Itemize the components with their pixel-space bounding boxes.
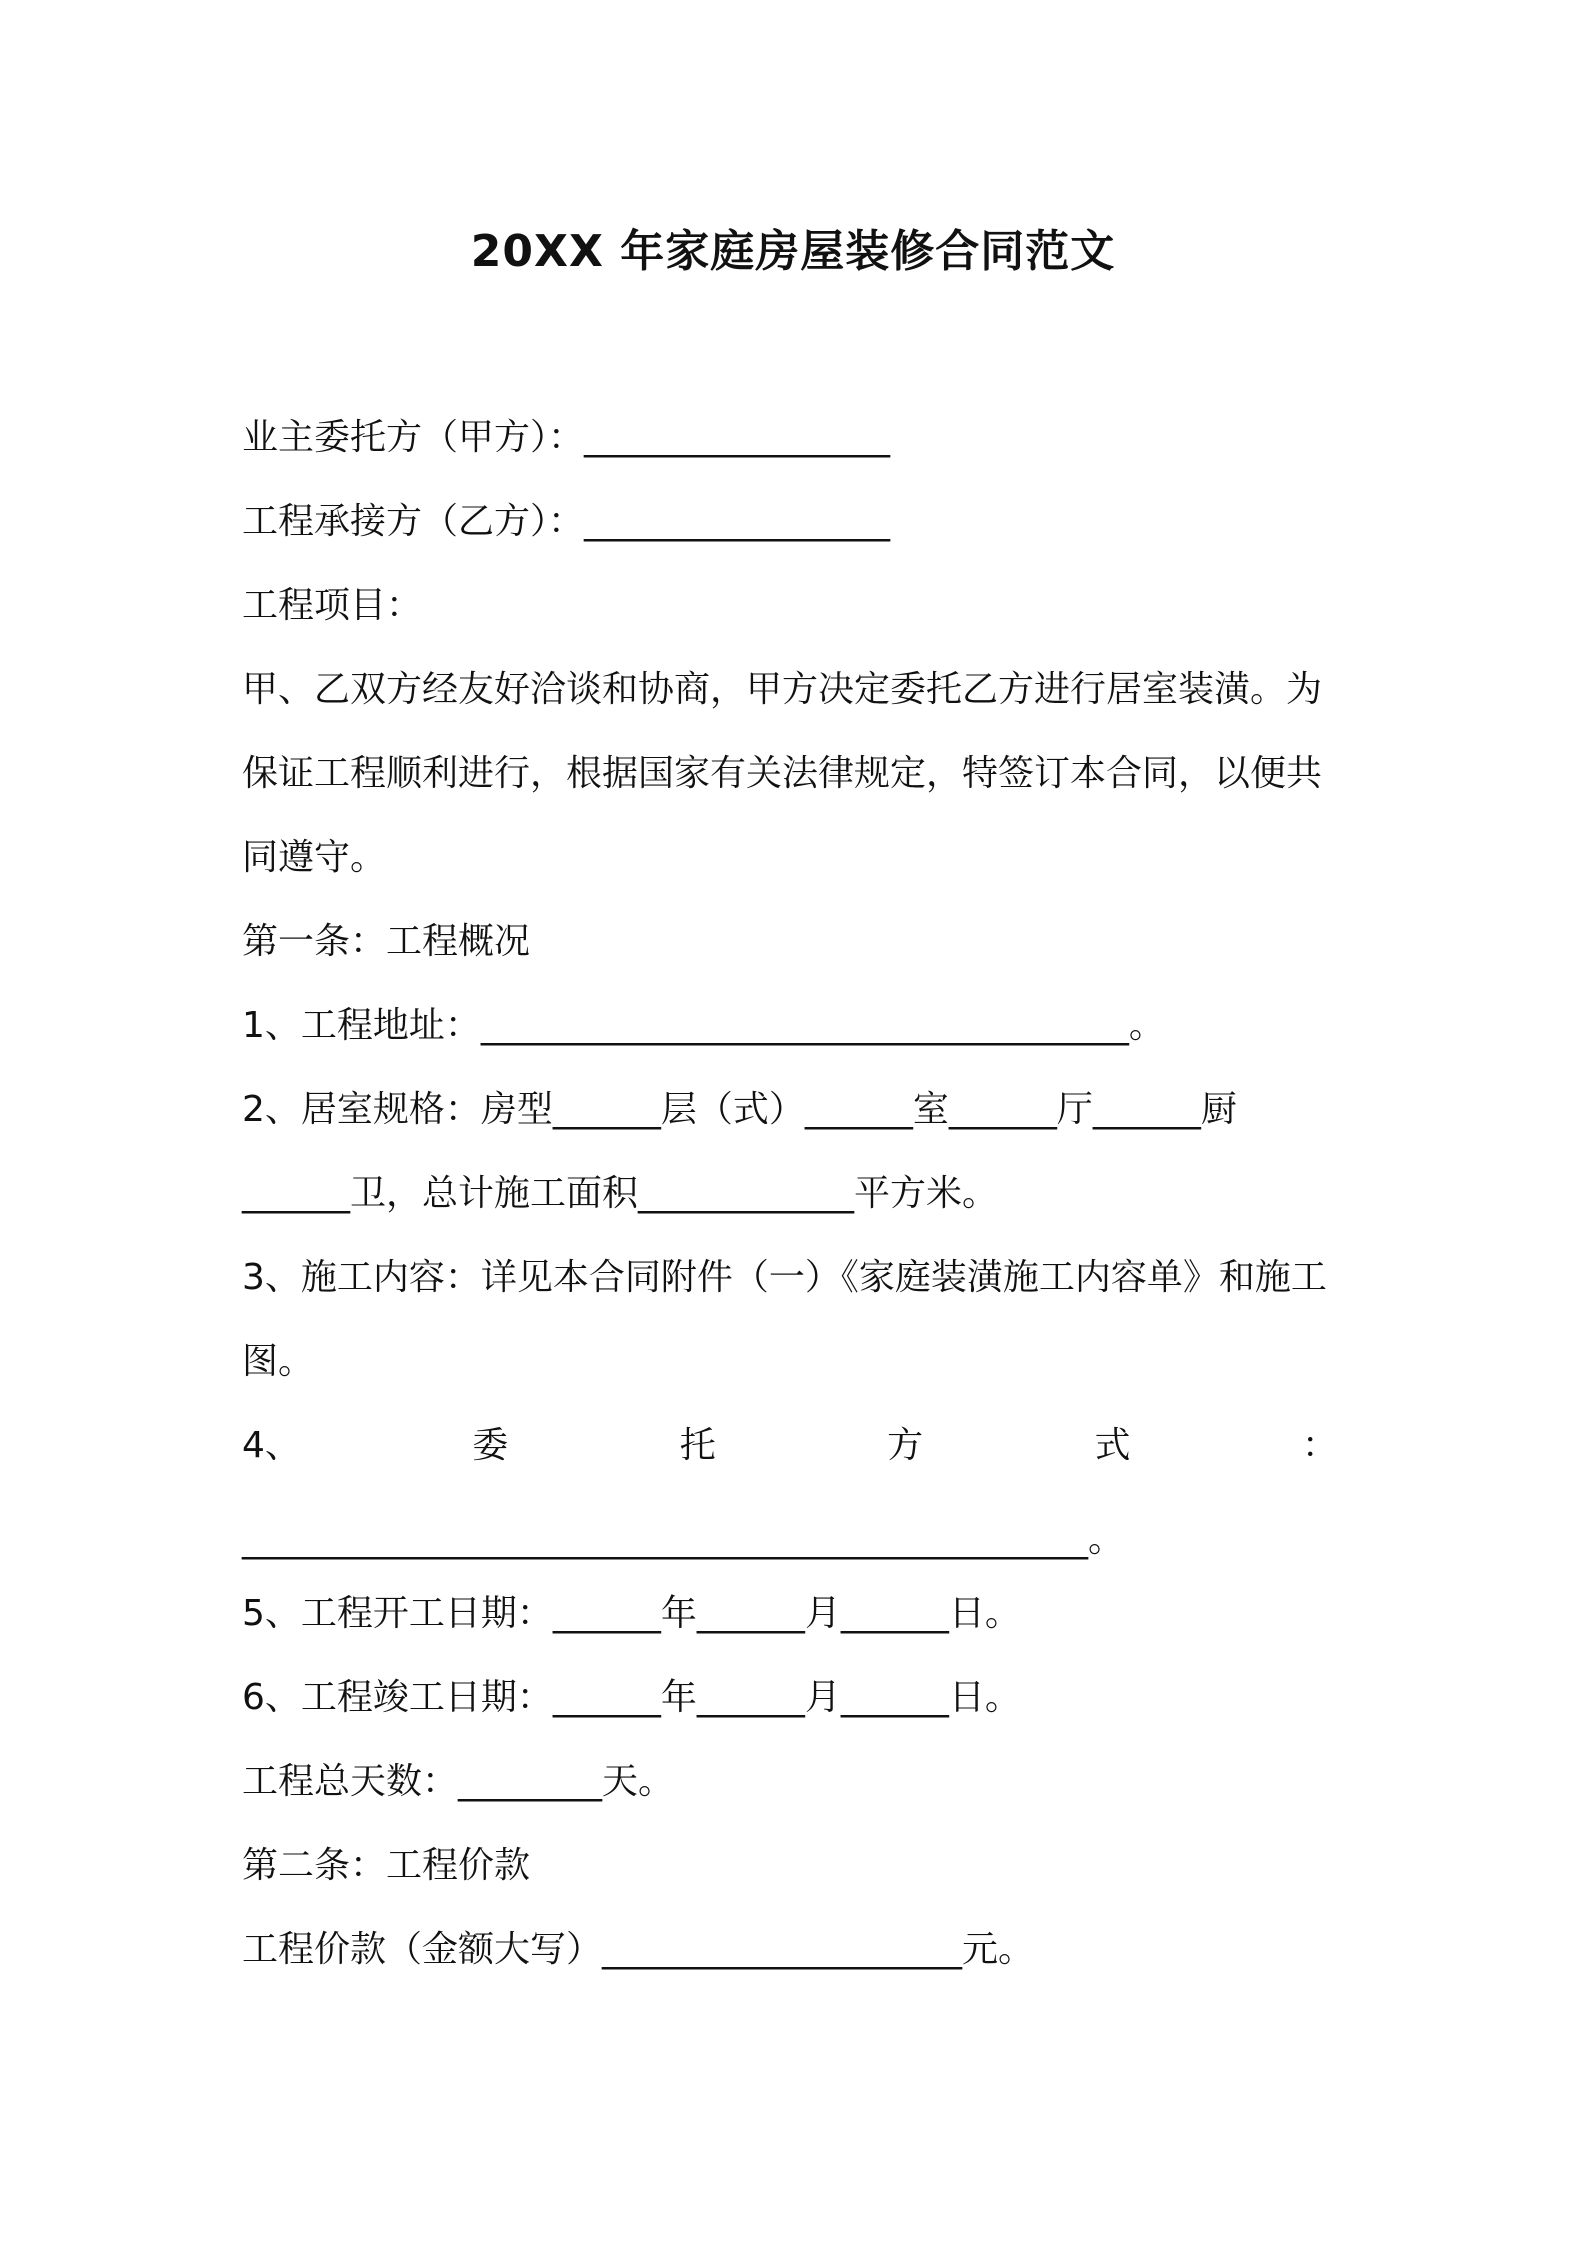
item-4-part: 方 [887, 1425, 924, 1466]
party-a-line: 业主委托方（甲方）：_________________ [242, 417, 891, 458]
item-3-line-2: 图。 [242, 1341, 315, 1382]
party-b-line: 工程承接方（乙方）：_________________ [242, 501, 891, 542]
item-5-start-date: 5、工程开工日期：______年______月______日。 [242, 1593, 1021, 1634]
item-4-part: 4、 [242, 1425, 301, 1466]
item-2-line-2: ______卫，总计施工面积____________平方米。 [242, 1173, 999, 1214]
item-6-end-date: 6、工程竣工日期：______年______月______日。 [242, 1677, 1021, 1718]
item-4-part: 式 [1094, 1425, 1131, 1466]
intro-line-2: 保证工程顺利进行，根据国家有关法律规定，特签订本合同，以便共 [242, 753, 1323, 794]
item-4-part: ： [1301, 1425, 1338, 1466]
item-3-line-1: 3、施工内容：详见本合同附件（一）《家庭装潢施工内容单》和施工 [242, 1257, 1327, 1298]
article-1-heading: 第一条：工程概况 [242, 921, 531, 962]
document-title: 20XX 年家庭房屋装修合同范文 [470, 226, 1116, 277]
item-4-line-1 [242, 1421, 1338, 1471]
item-4-line-2: _______________________________________________。 [242, 1519, 1124, 1560]
project-line: 工程项目： [242, 585, 423, 626]
article-2-heading: 第二条：工程价款 [242, 1845, 531, 1886]
price-line: 工程价款（金额大写）____________________元。 [242, 1929, 1035, 1970]
item-1-address: 1、工程地址：____________________________________。 [242, 1005, 1165, 1046]
intro-line-1: 甲、乙双方经友好洽谈和协商，甲方决定委托乙方进行居室装潢。为 [242, 669, 1323, 710]
item-2-line-1: 2、居室规格：房型______层（式）______室______厅______厨 [242, 1089, 1237, 1130]
total-days-line: 工程总天数：________天。 [242, 1761, 675, 1802]
intro-line-3: 同遵守。 [242, 837, 387, 878]
item-4-part: 托 [679, 1425, 716, 1466]
item-4-part: 委 [472, 1425, 509, 1466]
